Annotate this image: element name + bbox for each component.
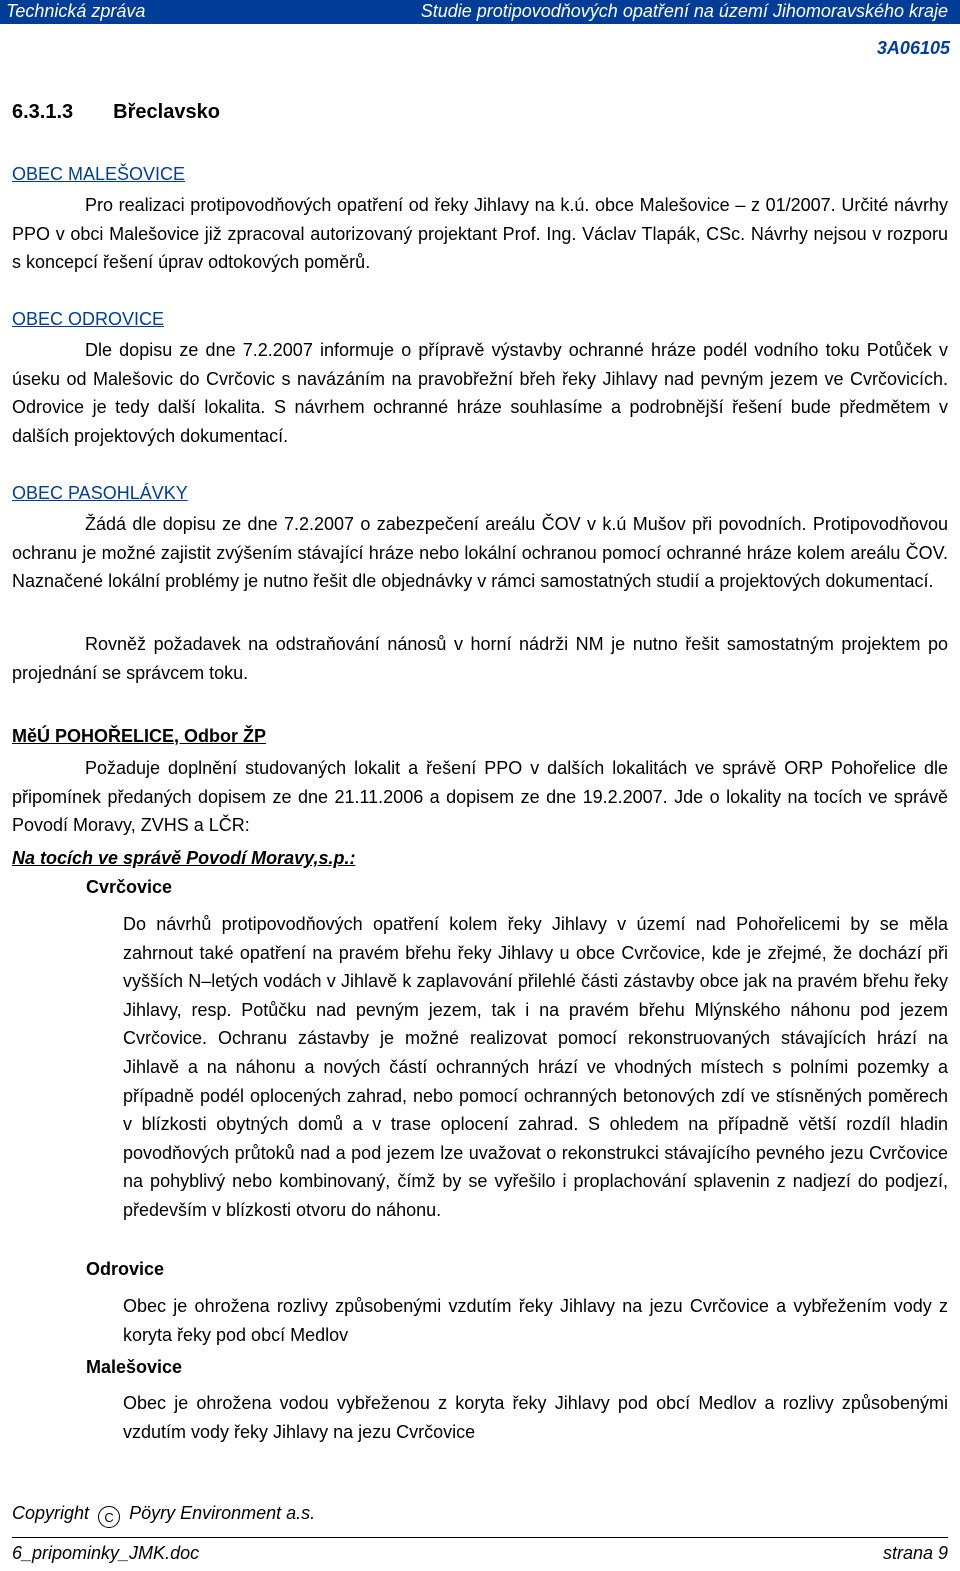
- header-right-title: Studie protipovodňových opatření na území Jihomoravského kraje: [420, 1, 948, 21]
- footer-page-number: strana 9: [882, 1543, 948, 1563]
- page-header-bar: [0, 0, 960, 24]
- section-heading: [12, 101, 948, 124]
- heading-odrovice: OBEC ODROVICE: [12, 309, 165, 329]
- company-name: Pöyry Environment a.s.: [129, 1503, 316, 1523]
- locality-text-odrovice: Obec je ohrožena rozlivy způsobenými vzdutím řeky Jihlavy na jezu Cvrčovice a vybřežením vody z koryta řeky pod obcí Medlov: [123, 1296, 948, 1345]
- locality-title-malesovice: Malešovice: [86, 1357, 183, 1377]
- paragraph-malesovice: Pro realizaci protipovodňových opatření od řeky Jihlavy na k.ú. obce Malešovice – z 01/2007. Určité návrhy PPO v obci Malešovice již zpracoval autorizovaný projektant Prof. Ing. Václav Tlapák, CSc. Návrhy nejsou v rozporu s koncepcí řešení úprav odtokových poměrů.: [12, 195, 948, 273]
- header-left-title: Technická zpráva: [6, 1, 146, 21]
- locality-text-cvrcovice: Do návrhů protipovodňových opatření kolem řeky Jihlavy v území nad Pohořelicemi by se měla zahrnout také opatření na pravém břehu řeky Jihlavy u obce Cvrčovice, kde je zřejmé, že dochází při vyšších N–letých vodách v Jihlavě k zaplavování přilehlé části zástavby obce jak na pravém břehu řeky Jihlavy, resp. Potůčku nad pevným jezem, tak i na pravém břehu Mlýnského náhonu pod jezem Cvrčovice. Ochranu zástavby je možné realizovat pomocí rekonstruovaných stávajících hrází na Jihlavě a na náhonu a nových částí ochranných hrází ve vhodných místech s polními pozemky a případně podél oplocených zahrad, nebo pomocí ochranných betonových zdí ve stísněných poměrech v blízkosti obytných domů a v trase oplocení zahrad. S ohledem na případně větší rozdíl hladin povodňových průtoků nad a pod jezem lze uvažovat o rekonstrukci stávajícího pevného jezu Cvrčovice na pohyblivý nebo kombinovaný, čímž by se vyřešilo i proplachování splavenin z nadjezí do podjezí, především v blízkosti otvoru do náhonu.: [123, 914, 948, 1220]
- section-title: Břeclavsko: [113, 101, 220, 123]
- locality-title-cvrcovice: Cvrčovice: [86, 877, 173, 897]
- paragraph-pasohlavky-1: Žádá dle dopisu ze dne 7.2.2007 o zabezpečení areálu ČOV v k.ú Mušov při povodních. Protipovodňovou ochranu je možné zajistit zvýšením stávající hráze nebo lokální ochranou pomocí ochranné hráze kolem areálu ČOV. Naznačené lokální problémy je nutno řešit dle objednávky v rámci samostatných studií a projektových dokumentací.: [12, 514, 948, 592]
- footer-filename: 6_pripominky_JMK.doc: [12, 1543, 200, 1563]
- paragraph-pasohlavky-2: Rovněž požadavek na odstraňování nánosů v horní nádrži NM je nutno řešit samostatným projektem po projednání se správcem toku.: [12, 634, 948, 683]
- document-code: 3A06105: [876, 38, 950, 58]
- paragraph-pohorelice: Požaduje doplnění studovaných lokalit a řešení PPO v dalších lokalitách ve správě ORP Pohořelice dle připomínek předaných dopisem ze dne 21.11.2006 a dopisem ze dne 19.2.2007. Jde o lokality na tocích ve správě Povodí Moravy, ZVHS a LČR:: [12, 758, 948, 836]
- section-number: 6.3.1.3: [12, 101, 74, 123]
- footer-divider: [12, 1537, 948, 1538]
- heading-pasohlavky: OBEC PASOHLÁVKY: [12, 483, 188, 503]
- copyright-icon: C: [98, 1506, 120, 1528]
- heading-malesovice: OBEC MALEŠOVICE: [12, 164, 186, 184]
- paragraph-odrovice: Dle dopisu ze dne 7.2.2007 informuje o přípravě výstavby ochranné hráze podél vodního toku Potůček v úseku od Malešovic do Cvrčovic s navázáním na pravobřežní břeh řeky Jihlavy nad pevným jezem ve Cvrčovicích. Odrovice je tedy další lokalita. S návrhem ochranné hráze souhlasíme a podrobnější řešení bude předmětem v dalších projektových dokumentací.: [12, 340, 948, 446]
- subheading-povodi-moravy: Na tocích ve správě Povodí Moravy,s.p.:: [12, 848, 356, 868]
- locality-text-malesovice: Obec je ohrožena vodou vybřeženou z koryta řeky Jihlavy pod obcí Medlov a rozlivy způsobenými vzdutím vody řeky Jihlavy na jezu Cvrčovice: [123, 1393, 948, 1442]
- heading-pohorelice: MěÚ POHOŘELICE, Odbor ŽP: [12, 726, 267, 746]
- footer-copyright: [12, 1503, 315, 1528]
- locality-title-odrovice: Odrovice: [86, 1259, 165, 1279]
- copyright-label: Copyright: [12, 1503, 90, 1523]
